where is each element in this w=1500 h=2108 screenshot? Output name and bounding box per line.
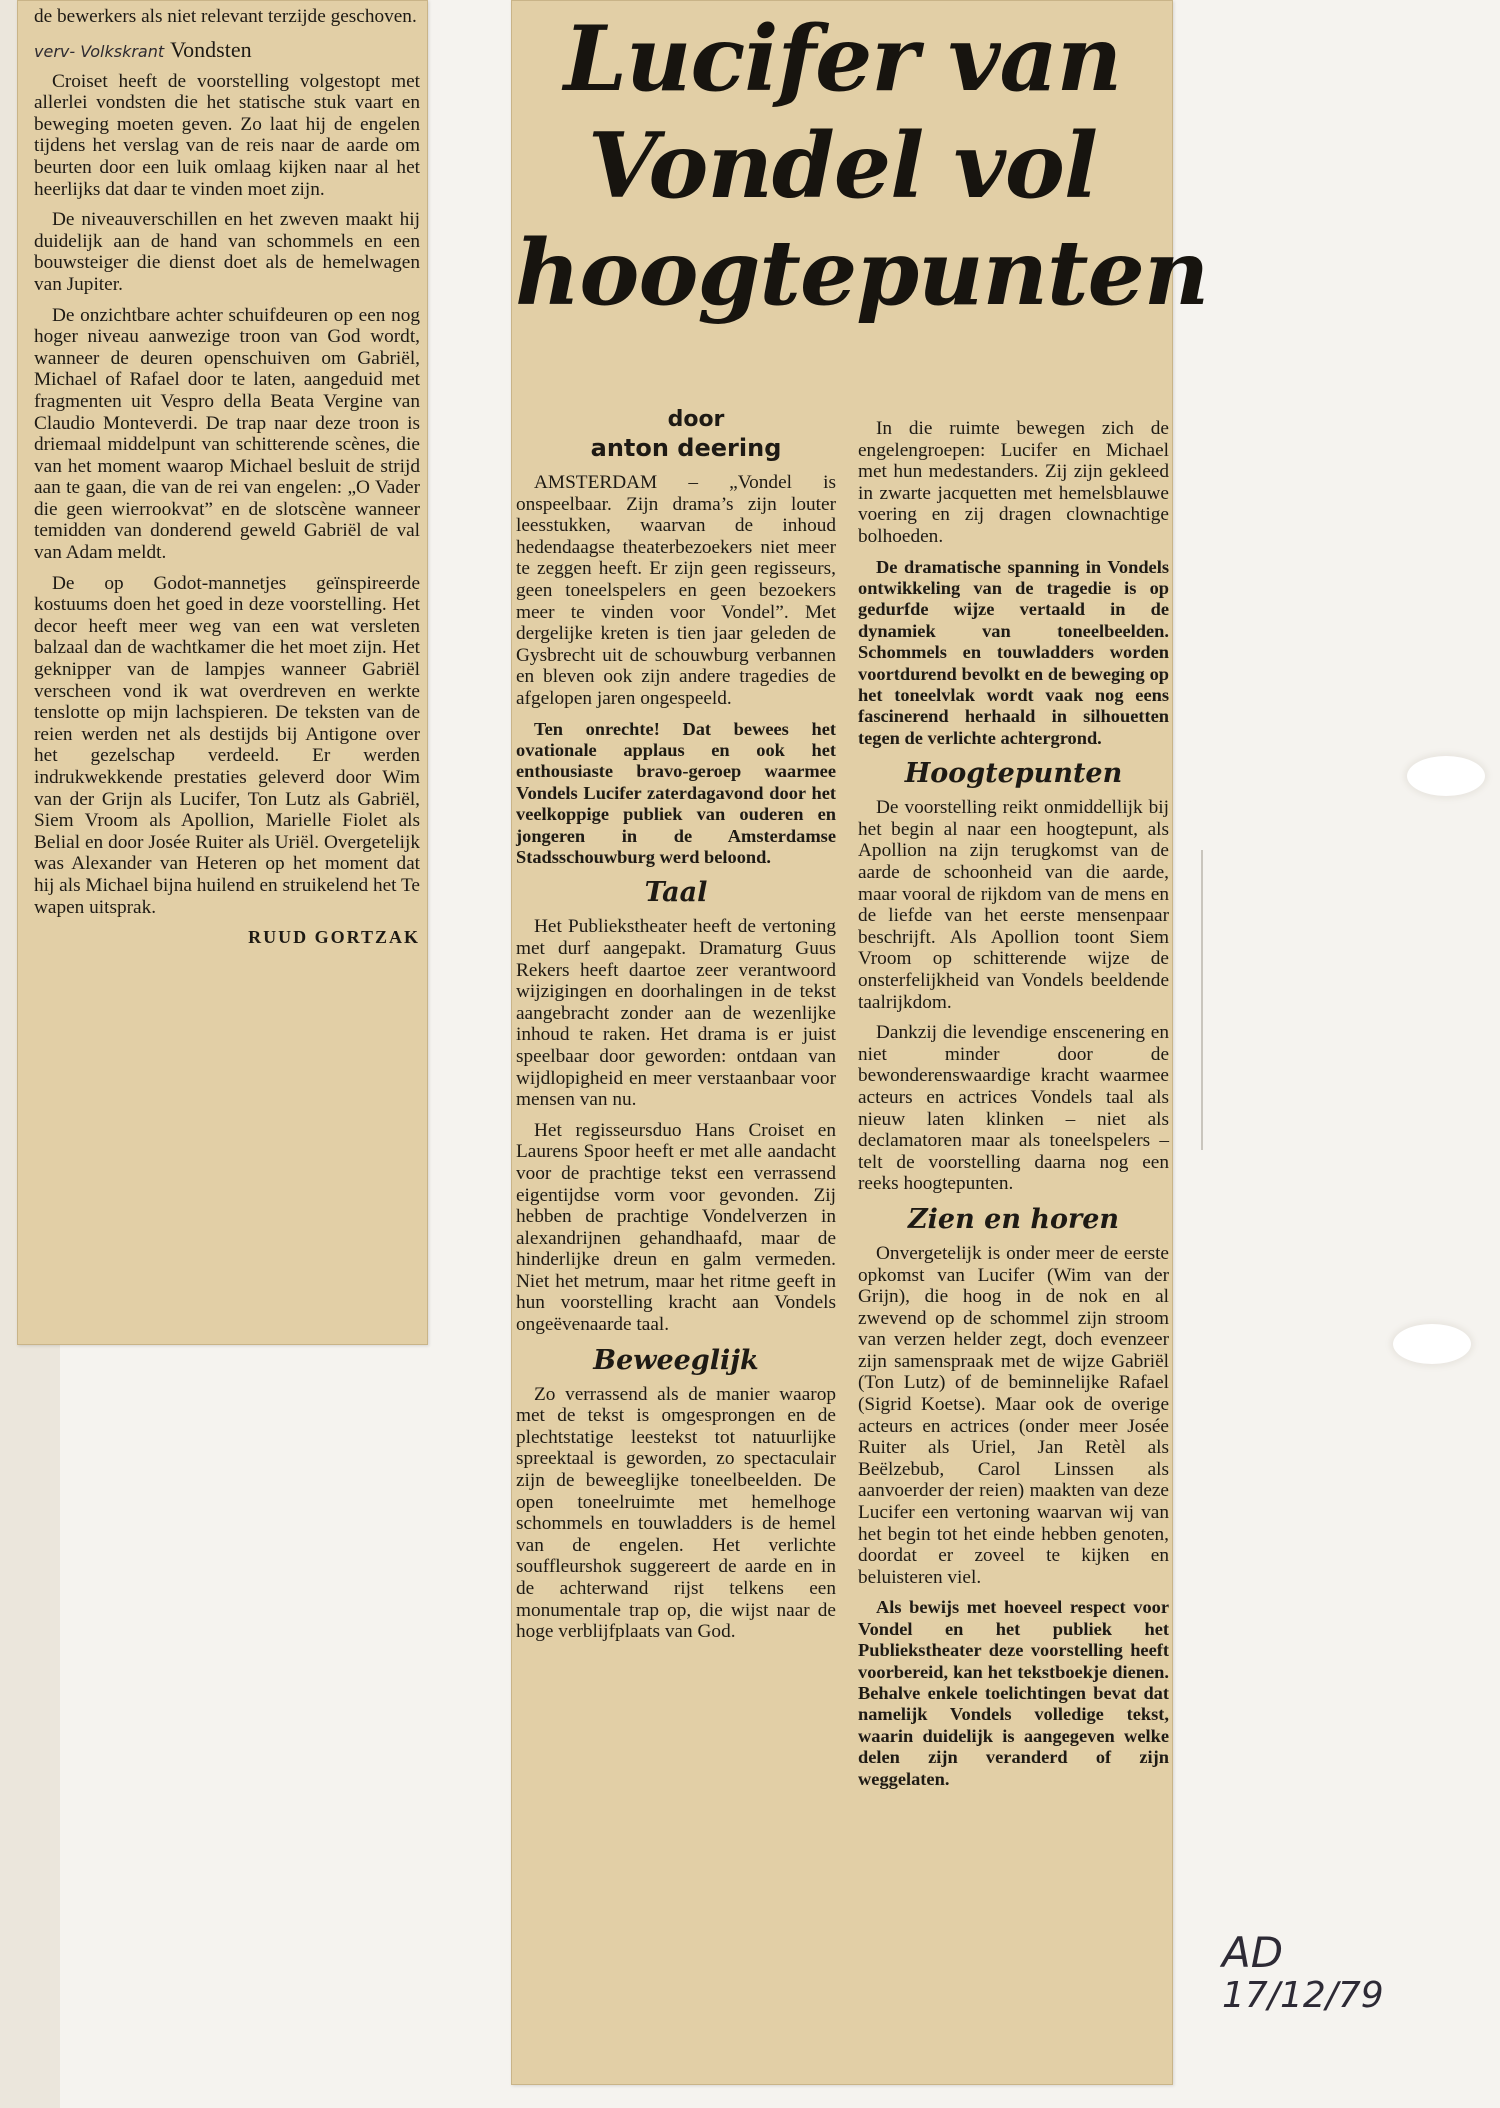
article-headline [515,6,1209,327]
col2-closing-bold: Als bewijs met hoeveel respect voor Vondel en het publiek het Publiekstheater deze voorstelling heeft voorbereid, kan het tekstboekje dienen. Behalve enkele toelichtingen bevat dat namelijk Vondels volledige tekst, waarin duidelijk is aangegeven welke delen zijn veranderd of zijn weggelaten. [858,1597,1169,1789]
headline-line-2: Vondel vol [587,113,1098,219]
col1-paragraph-4: Het regisseursduo Hans Croiset en Laurens Spoor heeft er met alle aandacht voor de prachtige tekst een verrassend eigentijdse vorm voor gevonden. Zij hebben de prachtige Vondelverzen in alexandrijnen gehandhaafd, maar de hinderlijke dreun en galm vermeden. Niet het metrum, maar het ritme geeft in hun voorstelling kracht aan Vondels ongeëvenaarde taal. [516,1119,836,1336]
left-paragraph-3: De onzichtbare achter schuifdeuren op een nog hoger niveau aanwezige troon van God wordt, wanneer de deuren openschuiven om Gabriël, Michael of Rafael door te laten, aangeduid met fragmenten uit Vespro della Beata Vergine van Claudio Monteverdi. De trap naar deze troon is driemaal middelpunt van schitterende scènes, die van het moment waarop Michael besluit de strijd aan te gaan, die van de rei van engelen: „O Vader die geen wierrookvat” en de slotscène wanneer temidden van donderend geweld Gabriël de val van Adam meldt. [34,304,420,564]
subheading-beweeglijk: Beweeglijk [593,1344,759,1376]
col2-paragraph-1: In die ruimte bewegen zich de engelengroepen: Lucifer en Michael met hun medestanders. Zij zijn gekleed in zwarte jacquetten met hemelsblauwe voering en zij dragen clownachtige bolhoeden. [858,418,1169,547]
handwritten-date: 17/12/79 [1222,1975,1384,2016]
handwritten-annotation [1222,1930,1392,2016]
headline-line-1: Lucifer van [563,6,1122,112]
punch-hole-upper [1407,756,1485,796]
right-article-column-1 [516,408,836,1652]
punch-hole-lower [1393,1324,1471,1364]
col1-paragraph-5: Zo verrassend als de manier waarop met de tekst is omgesprongen en de plechtstatige leestekst tot natuurlijke spreektaal is geworden, zo spectaculair zijn de beweeglijke toneelbeelden. De open toneelruimte met hemelhoge schommels en touwladders is de hemel van de engelen. Het verlichte souffleurshok suggereert de aarde en in de achterwand rijst telkens een monumentale trap op, die wijst naar de hoge verblijfplaats van God. [516,1383,836,1643]
byline-author: anton deering [590,434,782,462]
headline-line-3: hoogtepunten [515,220,1209,326]
col1-lead-bold: Ten onrechte! Dat bewees het ovationale applaus en ook het enthousiaste bravo-geroep waarmee Vondels Lucifer zaterdagavond door het veelkoppige publiek van ouderen en jongeren in de Amsterdamse Stadsschouwburg werd beloond. [516,718,836,867]
left-article-intro: de bewerkers als niet relevant terzijde geschoven. [34,6,417,27]
left-paragraph-4: De op Godot-mannetjes geïnspireerde kostuums doen het goed in deze voorstelling. Het decor heeft meer weg van een wat versleten balzaal dan de wachtkamer die het moet zijn. Het geknipper van de lampjes wanneer Gabriël verscheen vond ik wat overdreven en werkte tenslotte op mijn lachspieren. De teksten van de reien werden net als destijds bij Antigone over het gezelschap verdeeld. Er werden indrukwekkende prestaties geleverd door Wim van der Grijn als Lucifer, Ton Lutz als Gabriël, Siem Vroom als Apollion, Marielle Fiolet als Belial en door Josée Ruiter als Uriël. Overgetelijk was Alexander van Heteren op het moment dat hij als Michael bijna huilend en struikelend het Te wapen uitsprak. [34,572,420,918]
subheading-hoogtepunten: Hoogtepunten [904,758,1123,790]
section-title-vondsten: Vondsten [170,36,252,62]
right-article-column-2 [858,418,1169,1799]
subheading-zien-en-horen: Zien en horen [907,1203,1120,1235]
col1-paragraph-1: AMSTERDAM – „Vondel is onspeelbaar. Zijn drama’s zijn louter leesstukken, waarvan de inhoud hedendaagse theaterbezoekers niet meer te zeggen heeft. Er zijn geen regisseurs, geen toneelspelers en geen bezoekers meer te vinden voor Vondel”. Met dergelijke kreten is tien jaar geleden de Gysbrecht uit de schouwburg verbannen en bleven ook zijn andere tragedies de afgelopen jaren ongespeeld. [516,472,836,709]
col2-bold-paragraph: De dramatische spanning in Vondels ontwikkeling van de tragedie is op gedurfde wijze vertaald in de dynamiek van toneelbeelden. Schommels en touwladders worden voortdurend bevolkt en de beweging op het toneelvlak wordt vaak nog eens fascinerend herhaald in silhouetten tegen de verlichte achtergrond. [858,556,1169,748]
left-article-section-heading [34,37,420,65]
col2-paragraph-4: Dankzij die levendige enscenering en niet minder door de bewonderenswaardige kracht waarmee acteurs en actrices Vondels taal als nieuw laten klinken – niet als declamatoren maar als toneelspelers – telt de voorstelling daarna nog een reeks hoogtepunten. [858,1022,1169,1195]
col2-paragraph-5: Onvergetelijk is onder meer de eerste opkomst van Lucifer (Wim van der Grijn), die hoog in de nok en al zwevend op de schommel zijn stroom van verzen helder zegt, doch evenzeer zijn samenspraak met de wijze Gabriël (Ton Lutz) of de beminnelijke Rafael (Sigrid Koetse). Maar ook de overige acteurs en actrices (onder meer Josée Ruiter als Uriel, Jan Retèl als Beëlzebub, Carol Linssen als aanvoerder der reien) maakten van deze Lucifer een vertoning waarvan wij van het begin tot het einde hebben genoten, doordat er zoveel te kijken en beluisteren viel. [858,1242,1169,1588]
left-article [34,6,420,949]
subheading-taal: Taal [644,877,708,909]
left-paragraph-2: De niveauverschillen en het zweven maakt hij duidelijk aan de hand van schommels en een bouwsteiger die dienst doet als de hemelwagen van Jupiter. [34,209,420,295]
left-paragraph-1: Croiset heeft de voorstelling volgestopt met allerlei vondsten die het statische stuk vaart en beweging moeten geven. Zo laat hij de engelen tijdens het verslag van de reis naar de aarde om beurten door een luik omlaag kijken naar al het heerlijks dat daar te vinden moet zijn. [34,70,420,200]
handwritten-source: AD [1222,1928,1284,1977]
pencil-mark [1201,850,1203,1150]
col2-paragraph-3: De voorstelling reikt onmiddellijk bij het begin al naar een hoogtepunt, als Apollion na zijn terugkomst van de aarde de schoonheid van die aarde, maar vooral de rijkdom van de mens en de liefde van het eerste mensenpaar beschrijft. Als Apollion toont Siem Vroom op schitterende wijze de onsterfelijkheid van Vondels beeldende taalrijkdom. [858,797,1169,1013]
col1-paragraph-3: Het Publiekstheater heeft de vertoning met durf aangepakt. Dramaturg Guus Rekers heeft daartoe zeer verantwoord wijzigingen en doorhalingen in de tekst aangebracht zonder aan de wezenlijke inhoud te raken. Het drama is er juist speelbaar door geworden: ontdaan van wijdlopigheid en meer verstaanbaar voor mensen van nu. [516,916,836,1111]
byline-prefix: door [667,407,725,432]
left-article-author: RUUD GORTZAK [248,927,420,948]
handwritten-source-note: verv- Volkskrant [34,41,165,61]
